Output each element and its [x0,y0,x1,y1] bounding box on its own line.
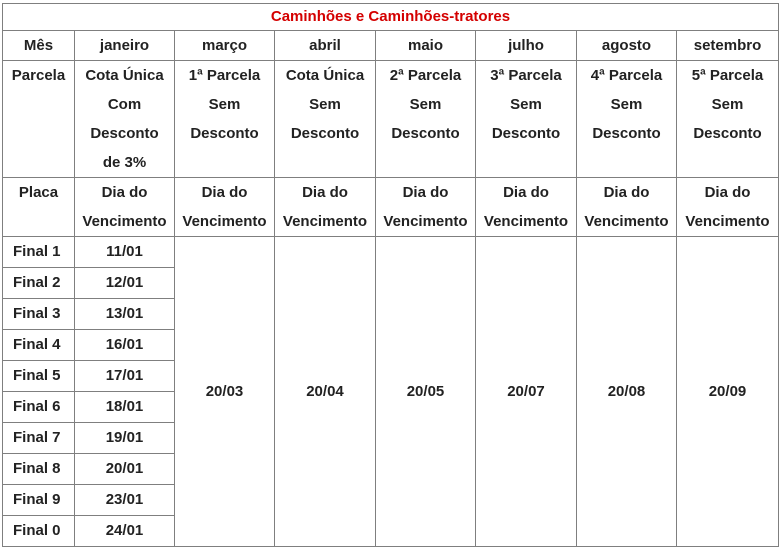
vencimento-header [476,178,577,237]
placa-label: Placa [3,178,75,237]
parcela-line: Desconto [290,125,360,142]
janeiro-date: 17/01 [75,361,175,392]
common-date-maio: 20/05 [376,237,476,547]
parcela-line: 2ª Parcela [389,67,462,84]
vencimento-line1: Dia do [101,184,148,201]
parcela-line: Desconto [693,125,762,142]
vencimento-line2: Vencimento [383,213,468,230]
parcela-line: Sem [208,96,241,113]
placa-final: Final 6 [3,392,75,423]
vencimento-line2: Vencimento [483,213,569,230]
placa-final: Final 8 [3,454,75,485]
month-setembro: setembro [677,31,779,61]
vencimento-line1: Dia do [302,184,348,201]
parcela-line: Com [107,96,142,113]
vencimento-line1: Dia do [201,184,248,201]
vencimento-header [577,178,677,237]
parcela-cell-janeiro [75,61,175,178]
janeiro-date: 23/01 [75,485,175,516]
placa-final: Final 4 [3,330,75,361]
placa-final: Final 9 [3,485,75,516]
month-row [3,31,779,61]
vencimento-header [175,178,275,237]
vencimento-line2: Vencimento [82,213,167,230]
common-date-abril: 20/04 [275,237,376,547]
parcela-line: Sem [510,96,542,113]
janeiro-date: 13/01 [75,299,175,330]
table-row [3,237,779,268]
parcela-line: Desconto [190,125,259,142]
parcela-line: 3ª Parcela [490,67,562,84]
vencimento-line1: Dia do [704,184,751,201]
vencimento-header [677,178,779,237]
parcela-cell-agosto [577,61,677,178]
parcela-cell-setembro [677,61,779,178]
month-janeiro: janeiro [75,31,175,61]
janeiro-date: 20/01 [75,454,175,485]
month-abril: abril [275,31,376,61]
placa-final: Final 1 [3,237,75,268]
parcela-line: Sem [309,96,341,113]
parcela-line: 5ª Parcela [691,67,764,84]
vencimento-header [75,178,175,237]
schedule-table-wrapper [2,3,779,547]
placa-final: Final 3 [3,299,75,330]
vencimento-line1: Dia do [503,184,549,201]
janeiro-date: 11/01 [75,237,175,268]
common-date-agosto: 20/08 [577,237,677,547]
parcela-line: Cota Única [85,67,164,84]
janeiro-date: 12/01 [75,268,175,299]
parcela-line: Sem [610,96,643,113]
vencimento-line2: Vencimento [584,213,669,230]
title-row [3,4,779,31]
month-maio: maio [376,31,476,61]
parcela-cell-marco [175,61,275,178]
parcela-label: Parcela [3,61,75,178]
parcela-cell-maio [376,61,476,178]
month-marco: março [175,31,275,61]
janeiro-date: 16/01 [75,330,175,361]
parcela-line: Desconto [90,125,159,142]
placa-final: Final 2 [3,268,75,299]
parcela-line: Sem [711,96,744,113]
common-date-marco: 20/03 [175,237,275,547]
vencimento-line1: Dia do [603,184,650,201]
parcela-line: Desconto [592,125,661,142]
common-date-julho: 20/07 [476,237,577,547]
table-title: Caminhões e Caminhões-tratores [3,4,779,31]
janeiro-date: 18/01 [75,392,175,423]
common-date-setembro: 20/09 [677,237,779,547]
janeiro-date: 19/01 [75,423,175,454]
parcela-line: de 3% [102,154,147,171]
month-label: Mês [3,31,75,61]
placa-final: Final 0 [3,516,75,547]
vencimento-header [376,178,476,237]
parcela-line: Desconto [491,125,561,142]
vencimento-header [275,178,376,237]
parcela-cell-julho [476,61,577,178]
placa-final: Final 7 [3,423,75,454]
parcela-line: Cota Única [285,67,365,84]
parcela-line: Sem [409,96,442,113]
parcela-line: Desconto [391,125,460,142]
month-julho: julho [476,31,577,61]
vencimento-line2: Vencimento [182,213,267,230]
parcela-row [3,61,779,178]
parcela-line: 1ª Parcela [188,67,261,84]
month-agosto: agosto [577,31,677,61]
parcela-cell-abril [275,61,376,178]
vencimento-line2: Vencimento [282,213,368,230]
vencimento-line1: Dia do [402,184,449,201]
placa-final: Final 5 [3,361,75,392]
placa-row [3,178,779,237]
vehicle-tax-schedule-table [2,3,779,547]
janeiro-date: 24/01 [75,516,175,547]
vencimento-line2: Vencimento [685,213,770,230]
parcela-line: 4ª Parcela [590,67,663,84]
